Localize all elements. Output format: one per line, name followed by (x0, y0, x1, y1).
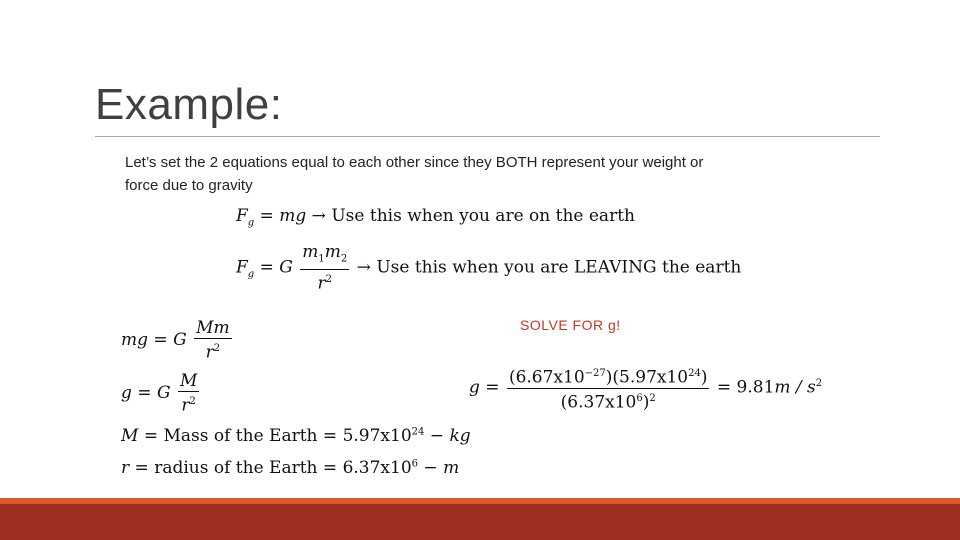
numerator-b: )(5.97x10 (605, 367, 689, 388)
radius-value: 6.37x10 (342, 458, 412, 478)
title-divider (95, 136, 880, 137)
equation-fg-mg: $F_g$ = mg → Use this when you are on the earth (236, 206, 635, 229)
equation-g-equals: g = G $\frac{M}{r^2}$ (121, 371, 198, 416)
denominator-exponent: 6 (636, 392, 643, 404)
solve-for-g-label: SOLVE FOR g! (520, 317, 621, 333)
result-unit: m / s (774, 377, 816, 398)
numerator-b-exponent: 24 (688, 368, 701, 379)
radius-unit: m (443, 458, 460, 478)
mass-value: 5.97x10 (342, 426, 412, 446)
equation-mass-earth: M = Mass of the Earth = $5.97x10^{24}$ − kg (121, 426, 471, 446)
mass-exponent: 24 (411, 426, 425, 438)
equation-radius-earth: r = radius of the Earth = $6.37x10^6 - m$ (121, 458, 460, 478)
body-text: Let’s set the 2 equations equal to each other since they BOTH represent your weight or force due to gravity (125, 154, 704, 194)
equation-1-note: Use this when you are on the earth (331, 206, 635, 226)
result-value: 9.81 (736, 377, 775, 398)
numerator-a-exponent: −27 (584, 368, 606, 379)
radius-label: radius of the Earth (154, 458, 318, 478)
radius-exponent: 6 (411, 458, 419, 470)
mass-unit: kg (449, 426, 471, 446)
slide-title: Example: (95, 80, 283, 129)
equation-mg-equals: mg = G $\frac{Mm}{r^2}$ (121, 318, 230, 363)
numerator-a: (6.67x10 (508, 367, 585, 388)
denominator: (6.37x10 (560, 392, 637, 413)
equation-fg-universal: $F_g = G$ $\frac{m_1m_2}{r^2}$ → Use this when you are LEAVING the earth (236, 242, 742, 295)
footer-bar (0, 504, 960, 540)
mass-label: Mass of the Earth (163, 426, 318, 446)
equation-2-note: Use this when you are LEAVING the earth (376, 257, 742, 278)
equation-g-result: g = $\frac{(6.67x10^{-27})(5.97x10^{24})}{(6.37x10^6)^2}$ = $9.81m / s^2$ (469, 364, 822, 412)
